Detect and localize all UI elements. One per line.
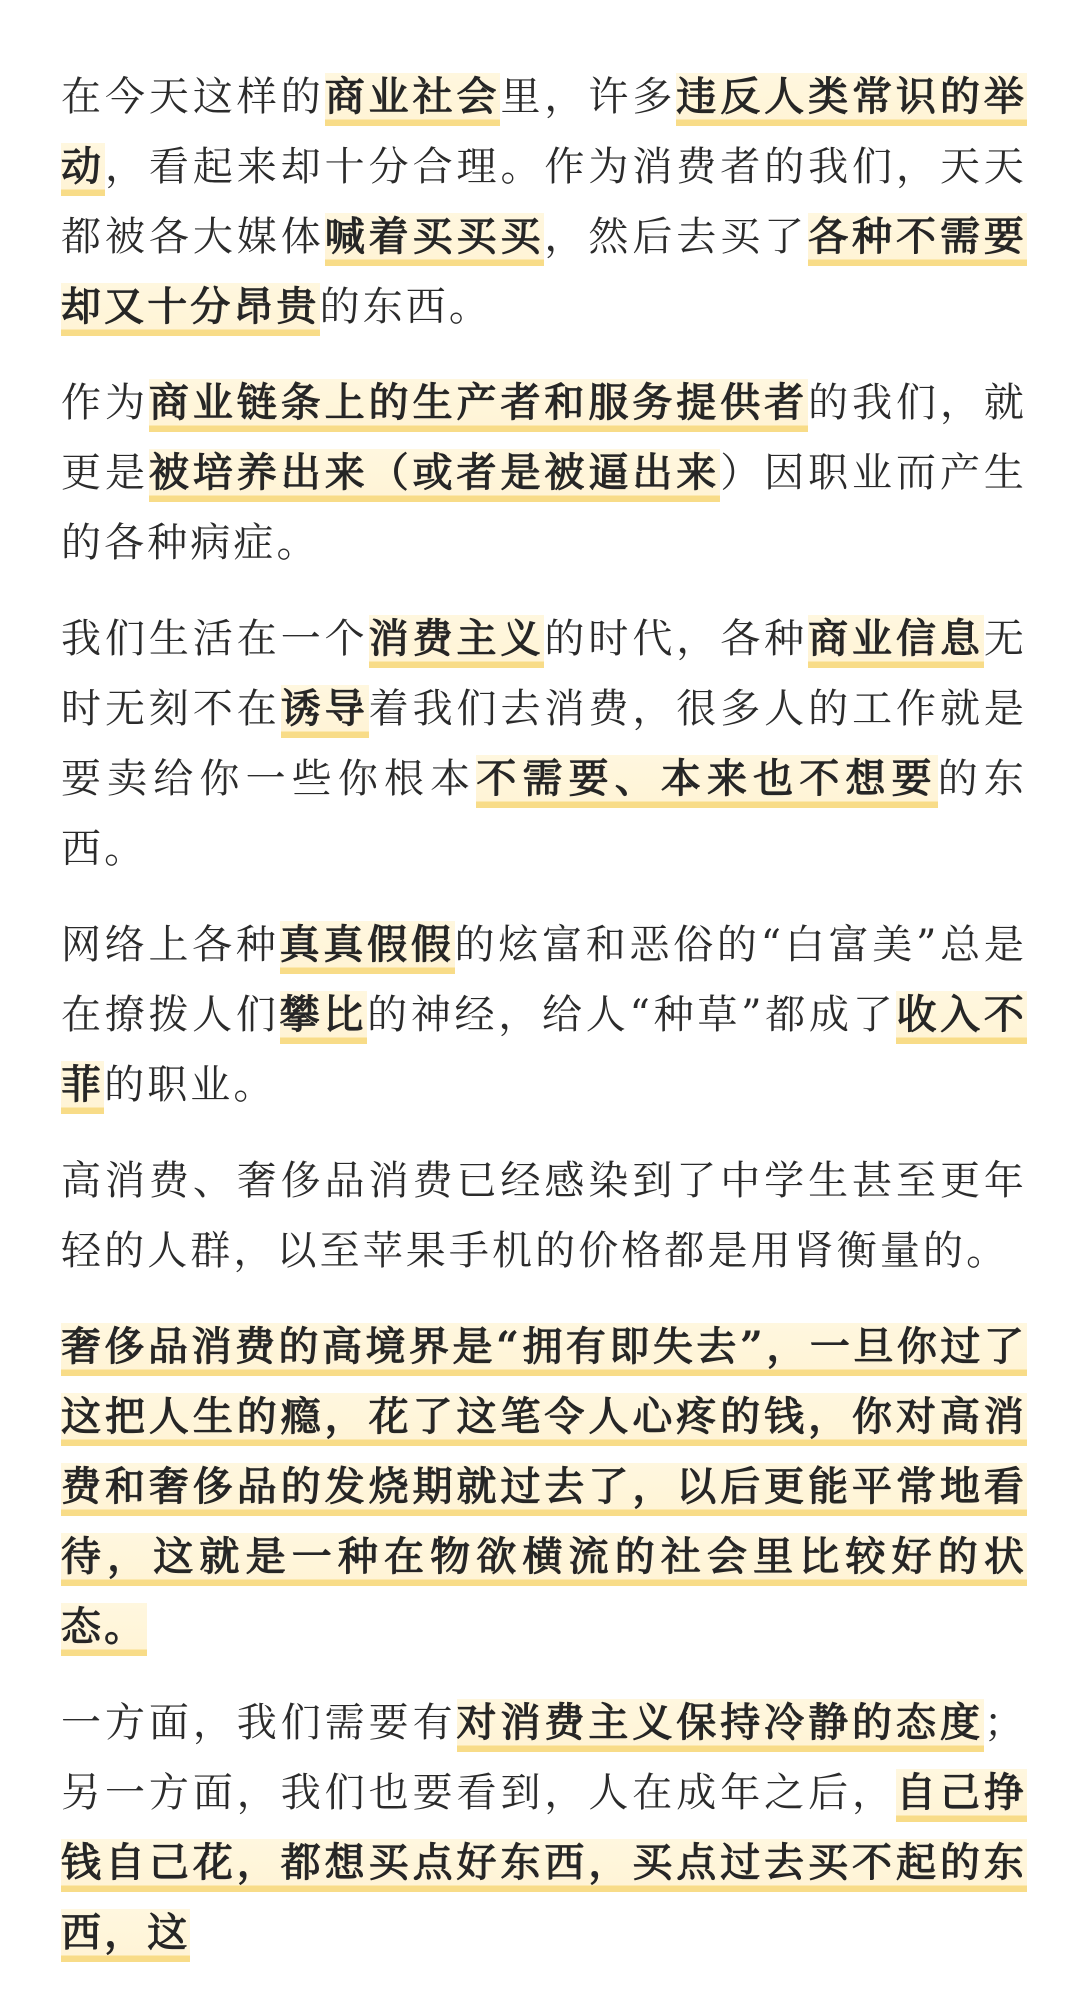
text-segment: 一方面，我们需要有 [61,1700,457,1746]
text-segment: 的神经，给人“种草”都成了 [367,992,897,1038]
paragraph-1 [61,62,1027,342]
highlighted-text: 对消费主义保持冷静的态度 [457,1699,984,1752]
text-segment: 里，许多 [500,74,677,120]
text-segment: ；另一方面，我们也要看到，人在成年之后， [61,1700,1028,1816]
paragraph-2 [61,368,1027,578]
text-segment: 的炫富和恶俗的“白富美”总是在撩拨人们 [61,922,1027,1038]
highlighted-text: 商业社会 [325,73,501,126]
highlighted-text: 各种不需要却又十分昂贵 [61,213,1027,336]
highlighted-text: 商业信息 [808,615,984,668]
highlighted-text: 不需要、本来也不想要 [476,755,937,808]
highlighted-text: 消费主义 [369,615,545,668]
highlighted-text: 违反人类常识的举动 [61,73,1027,196]
paragraph-4 [61,910,1027,1120]
text-segment: 的我们，就更是 [61,380,1028,496]
text-segment: 我们生活在一个 [61,616,369,662]
text-segment: 高消费、奢侈品消费已经感染到了中学生甚至更年轻的人群，以至苹果手机的价格都是用肾衡量的。 [61,1158,1027,1274]
text-segment: ）因职业而产生的各种病症。 [61,450,1027,566]
highlighted-text: 诱导 [281,685,369,738]
highlighted-text: 自己挣钱自己花，都想买点好东西，买点过去买不起的东西，这 [61,1769,1027,1962]
text-segment: ，然后去买了 [544,214,809,260]
highlighted-text: 被培养出来（或者是被逼出来 [149,449,720,502]
text-segment: 的东西。 [61,756,1028,872]
text-segment: 在今天这样的 [61,74,325,120]
paragraph-3 [61,604,1027,884]
text-segment: 作为 [61,380,149,426]
text-segment: 的时代，各种 [544,616,809,662]
highlighted-text: 奢侈品消费的高境界是“拥有即失去”，一旦你过了这把人生的瘾，花了这笔令人心疼的钱，你对高消费和奢侈品的发烧期就过去了，以后更能平常地看待，这就是一种在物欲横流的社会里比较好的状态。 [61,1323,1027,1656]
paragraph-7 [61,1688,1027,1968]
text-segment: ，看起来却十分合理。作为消费者的我们，天天都被各大媒体 [61,144,1027,260]
highlighted-text: 喊着买买买 [325,213,545,266]
article-body [61,62,1027,1994]
text-segment: 的职业。 [104,1062,277,1108]
paragraph-6 [61,1312,1027,1662]
text-segment: 无时无刻不在 [61,616,1028,732]
highlighted-text: 收入不菲 [61,991,1027,1114]
text-segment: 着我们去消费，很多人的工作就是要卖给你一些你根本 [61,686,1028,802]
text-segment: 的东西。 [319,284,493,330]
highlighted-text: 商业链条上的生产者和服务提供者 [149,379,808,432]
highlighted-text: 攀比 [280,991,367,1044]
text-segment: 网络上各种 [61,922,280,968]
highlighted-text: 真真假假 [280,921,455,974]
paragraph-5 [61,1146,1027,1286]
